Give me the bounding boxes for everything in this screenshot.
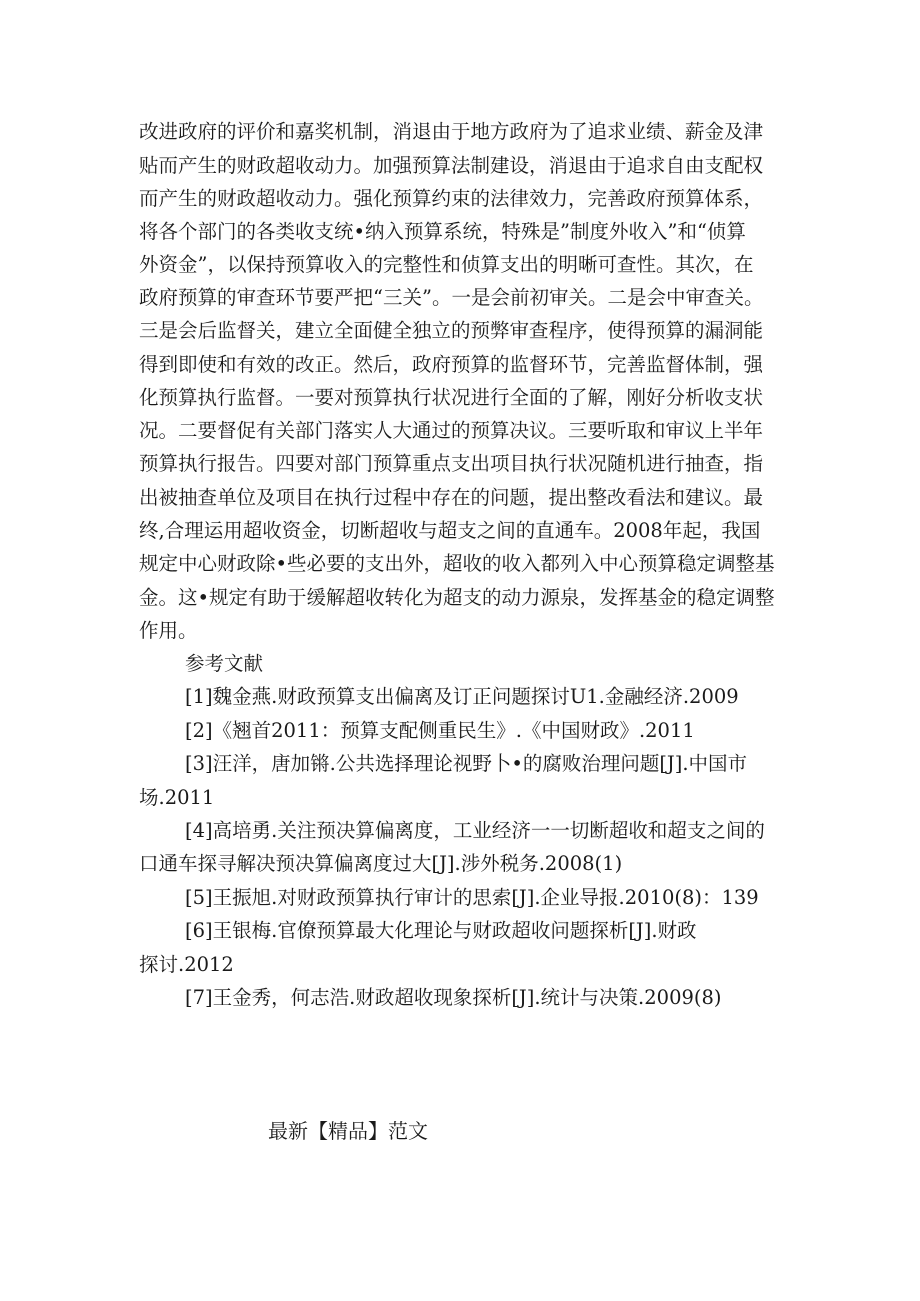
reference-line: [5]王振旭.对财政预算执行审计的思索[J].企业导报.2010(8)：139 bbox=[185, 886, 759, 909]
body-line: 贴而产生的财政超收动力。加强预算法制建设，消退由于追求自由支配权 bbox=[139, 154, 764, 177]
body-line: 化预算执行监督。一要对预算执行状况进行全面的了解，刚好分析收支状 bbox=[139, 386, 764, 409]
reference-line: [2]《翘首2011：预算支配侧重民生》.《中国财政》.2011 bbox=[185, 719, 695, 742]
body-line: 出被抽查单位及项目在执行过程中存在的问题，提出整改看法和建议。最 bbox=[139, 486, 764, 509]
body-line: 金。这•规定有助于缓解超收转化为超支的动力源泉，发挥基金的稳定调整 bbox=[139, 586, 775, 609]
reference-line: [3]汪洋，唐加锵.公共选择理论视野卜•的腐败治理问题[J].中国市 bbox=[185, 752, 748, 775]
body-line: 三是会后监督关，建立全面健全独立的预弊审查程序，使得预算的漏洞能 bbox=[139, 319, 764, 342]
body-line: 终,合理运用超收资金，切断超收与超支之间的直通车。2008年起，我国 bbox=[139, 519, 761, 542]
page-footer: 最新【精品】范文 bbox=[268, 1119, 428, 1143]
references-heading: 参考文献 bbox=[185, 652, 264, 675]
body-line: 将各个部门的各类收支统•纳入预算系统，特殊是”制度外收入”和“侦算 bbox=[139, 220, 746, 243]
reference-line: [1]魏金燕.财政预算支出偏离及订正问题探讨U1.金融经济.2009 bbox=[185, 685, 739, 708]
body-line: 作用。 bbox=[139, 619, 198, 642]
body-line: 况。二要督促有关部门落实人大通过的预算决议。三要听取和审议上半年 bbox=[139, 419, 764, 442]
reference-line: [6]王银梅.官僚预算最大化理论与财政超收问题探析[J].财政 bbox=[185, 919, 697, 942]
body-line: 预算执行报告。四要对部门预算重点支出项目执行状况随机进行抽查，指 bbox=[139, 452, 764, 475]
body-line: 外资金”，以保持预算收入的完整性和侦算支出的明晰可查性。其次，在 bbox=[139, 253, 754, 276]
body-line: 改进政府的评价和嘉奖机制，消退由于地方政府为了追求业绩、薪金及津 bbox=[139, 120, 764, 143]
body-line: 政府预算的审查环节要严把“三关”。一是会前初审关。二是会中审查关。 bbox=[139, 286, 764, 309]
reference-line: 场.2011 bbox=[139, 786, 215, 809]
body-line: 得到即使和有效的改正。然后，政府预算的监督环节，完善监督体制，强 bbox=[139, 353, 764, 376]
reference-line: [4]高培勇.关注预决算偏离度，工业经济一一切断超收和超支之间的 bbox=[185, 819, 765, 842]
reference-line: [7]王金秀，何志浩.财政超收现象探析[J].统计与决策.2009(8) bbox=[185, 986, 722, 1009]
reference-line: 探讨.2012 bbox=[139, 953, 234, 976]
body-line: 规定中心财政除•些必要的支出外，超收的收入都列入中心预算稳定调整基 bbox=[139, 552, 775, 575]
reference-line: 口通车探寻解决预决算偏离度过大[J].涉外税务.2008(1) bbox=[139, 852, 623, 875]
body-line: 而产生的财政超收动力。强化预算约束的法律效力，完善政府预算体系， bbox=[139, 187, 764, 210]
